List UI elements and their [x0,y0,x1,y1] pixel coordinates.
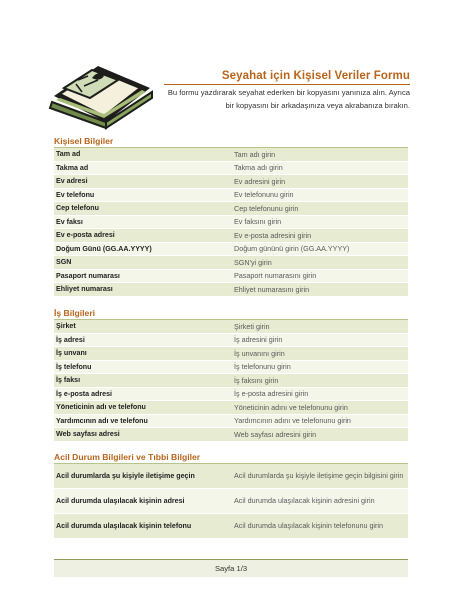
field-value[interactable]: Ehliyet numarasını girin [232,283,408,297]
field-label: Acil durumlarda şu kişiyle iletişime geçin [54,464,232,489]
field-value[interactable]: Cep telefonunu girin [232,202,408,216]
table-row [54,256,408,270]
field-value[interactable]: İş telefonunu girin [232,360,408,374]
table-row [54,387,408,401]
field-label: İş unvanı [54,347,232,361]
field-value[interactable]: Yardımcının adını ve telefonunu girin [232,414,408,428]
field-value[interactable]: Yöneticinin adını ve telefonunu girin [232,401,408,415]
form-title: Seyahat için Kişisel Veriler Formu [221,70,410,82]
table-row [54,161,408,175]
field-label: İş faksı [54,374,232,388]
field-value[interactable]: Ev telefonunu girin [232,188,408,202]
table-row [54,188,408,202]
field-label: İş adresi [54,333,232,347]
field-value[interactable]: İş faksını girin [232,374,408,388]
field-label: Ehliyet numarası [54,283,232,297]
table-row [54,269,408,283]
section-title-emergency: Acil Durum Bilgileri ve Tıbbi Bilgiler [54,452,201,462]
field-label: Takma ad [54,161,232,175]
personal-info-table [54,148,408,297]
field-value[interactable]: Takma adı girin [232,161,408,175]
emergency-info-table [54,464,408,539]
field-value[interactable]: Acil durumda ulaşılacak kişinin telefonunu girin [232,514,408,539]
field-label: Tam ad [54,148,232,161]
field-label: Acil durumda ulaşılacak kişinin telefonu [54,514,232,539]
field-label: SGN [54,256,232,270]
field-value[interactable]: Acil durumlarda şu kişiyle iletişime geçin bilgisini girin [232,464,408,489]
field-value[interactable]: Pasaport numarasını girin [232,269,408,283]
field-value[interactable]: Web sayfası adresini girin [232,428,408,442]
table-row [54,320,408,333]
section-title-work: İş Bilgileri [54,308,96,318]
table-row [54,414,408,428]
table-row [54,333,408,347]
field-label: İş telefonu [54,360,232,374]
field-value[interactable]: Doğum gününü girin (GG.AA.YYYY) [232,242,408,256]
field-label: Web sayfası adresi [54,428,232,442]
table-row [54,175,408,189]
field-label: Şirket [54,320,232,333]
travel-wallet-icon [46,58,156,130]
table-row [54,489,408,514]
table-row [54,347,408,361]
field-label: Ev adresi [54,175,232,189]
field-value[interactable]: Acil durumda ulaşılacak kişinin adresini girin [232,489,408,514]
table-row [54,148,408,161]
field-value[interactable]: İş e-posta adresini girin [232,387,408,401]
table-row [54,360,408,374]
field-label: Ev faksı [54,215,232,229]
field-label: Cep telefonu [54,202,232,216]
table-row [54,514,408,539]
field-label: İş e-posta adresi [54,387,232,401]
section-title-personal: Kişisel Bilgiler [54,136,114,146]
table-row [54,401,408,415]
field-label: Acil durumda ulaşılacak kişinin adresi [54,489,232,514]
page-number: Sayfa 1/3 [54,560,408,577]
field-label: Ev e-posta adresi [54,229,232,243]
table-row [54,202,408,216]
table-row [54,374,408,388]
table-row [54,464,408,489]
field-label: Doğum Günü (GG.AA.YYYY) [54,242,232,256]
field-value[interactable]: İş adresini girin [232,333,408,347]
field-value[interactable]: SGN'yi girin [232,256,408,270]
field-value[interactable]: İş unvanını girin [232,347,408,361]
field-value[interactable]: Şirketi girin [232,320,408,333]
intro-text: Bu formu yazdırarak seyahat ederken bir kopyasını yanınıza alın. Ayrıca bir kopyasını bir arkadaşınıza veya akrabanıza bırakın. [167,88,410,110]
work-info-table [54,320,408,442]
title-divider [164,84,410,85]
field-label: Pasaport numarası [54,269,232,283]
table-row [54,215,408,229]
table-row [54,229,408,243]
field-label: Ev telefonu [54,188,232,202]
field-value[interactable]: Ev e-posta adresini girin [232,229,408,243]
field-label: Yardımcının adı ve telefonu [54,414,232,428]
table-row [54,242,408,256]
field-value[interactable]: Ev adresini girin [232,175,408,189]
field-value[interactable]: Ev faksını girin [232,215,408,229]
field-value[interactable]: Tam adı girin [232,148,408,161]
table-row [54,283,408,297]
table-row [54,428,408,442]
field-label: Yöneticinin adı ve telefonu [54,401,232,415]
